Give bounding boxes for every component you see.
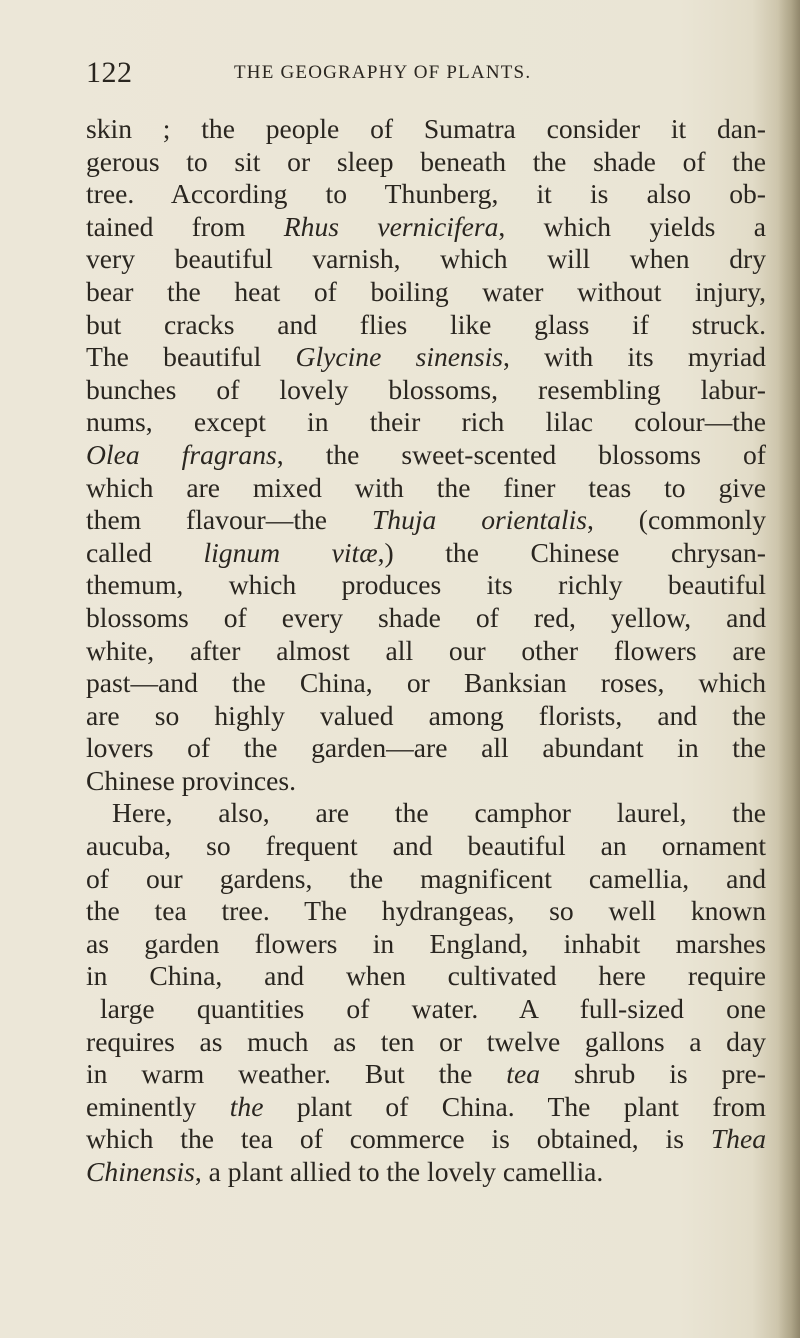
text-run: which are mixed with the finer teas to give: [86, 471, 766, 503]
text-run: plant of China. The plant from: [263, 1090, 767, 1122]
text-run: Here, also, are the camphor laurel, the: [112, 797, 766, 829]
text-run: , a plant allied to the lovely camellia.: [194, 1156, 604, 1187]
text-run: lovers of the garden—are all abundant in the: [86, 732, 766, 764]
italic-text: Olea fragrans: [86, 438, 277, 470]
text-run: them flavour—the: [86, 504, 372, 536]
text-run: white, after almost all our other flowers are: [86, 634, 766, 666]
page-edge-shadow: [778, 0, 800, 1338]
text-run: but cracks and flies like glass if struck.: [86, 308, 766, 340]
text-run: shrub is pre-: [540, 1058, 766, 1090]
text-line: [86, 276, 766, 309]
text-line: [86, 960, 766, 993]
text-line: [86, 211, 766, 244]
text-run: , which yields a: [498, 210, 766, 242]
text-run: aucuba, so frequent and beautiful an ornament: [86, 830, 766, 862]
text-run: , (commonly: [587, 504, 766, 536]
text-run: tained from: [86, 210, 284, 242]
text-run: called: [86, 536, 204, 568]
text-run: in warm weather. But the: [86, 1058, 507, 1090]
text-line: [86, 178, 766, 211]
text-line: [86, 1156, 766, 1189]
text-run: large quantities of water. A full-sized one: [100, 993, 766, 1025]
body-text: [86, 113, 766, 1189]
text-run: skin ; the people of Sumatra consider it dan-: [86, 113, 766, 144]
text-line: [86, 1123, 766, 1156]
text-run: blossoms of every shade of red, yellow, and: [86, 601, 766, 633]
italic-text: Chinensis: [86, 1156, 195, 1187]
text-line: [86, 374, 766, 407]
text-line: [86, 504, 766, 537]
text-line: [86, 341, 766, 374]
text-line: [86, 1026, 766, 1059]
text-line: [86, 732, 766, 765]
text-line: [86, 700, 766, 733]
text-run: ,) the Chinese chrysan-: [377, 536, 766, 568]
running-head: THE GEOGRAPHY OF PLANTS.: [234, 62, 532, 83]
text-line: [86, 765, 766, 798]
text-run: tree. According to Thunberg, it is also ob-: [86, 178, 766, 210]
text-line: [86, 1091, 766, 1124]
text-line: [86, 439, 766, 472]
text-line: [86, 1058, 766, 1091]
italic-text: Glycine sinensis: [295, 341, 503, 373]
text-line: [86, 895, 766, 928]
text-run: themum, which produces its richly beautiful: [86, 569, 766, 601]
text-run: The beautiful: [86, 341, 296, 373]
text-run: bunches of lovely blossoms, resembling labur-: [86, 373, 766, 405]
text-line: [86, 993, 766, 1026]
text-line: [86, 406, 766, 439]
text-run: the tea tree. The hydrangeas, so well known: [86, 895, 766, 927]
text-line: [86, 146, 766, 179]
text-line: [86, 863, 766, 896]
text-line: [86, 113, 766, 146]
italic-text: Thea: [710, 1123, 766, 1155]
text-run: , the sweet-scented blossoms of: [276, 438, 766, 470]
text-line: [86, 537, 766, 570]
text-run: , with its myriad: [502, 341, 766, 373]
italic-text: lignum vitæ: [203, 536, 378, 568]
text-line: [86, 309, 766, 342]
text-run: bear the heat of boiling water without injury,: [86, 275, 766, 307]
text-run: very beautiful varnish, which will when dry: [86, 243, 766, 275]
text-run: eminently: [86, 1090, 230, 1122]
text-line: [86, 635, 766, 668]
text-line: [86, 830, 766, 863]
page-number: 122: [86, 56, 133, 89]
italic-text: Thuja orientalis: [371, 504, 587, 536]
text-run: requires as much as ten or twelve gallons a day: [86, 1025, 766, 1057]
text-run: past—and the China, or Banksian roses, which: [86, 667, 766, 699]
text-line: [86, 602, 766, 635]
text-run: nums, except in their rich lilac colour—the: [86, 406, 766, 438]
text-run: in China, and when cultivated here require: [86, 960, 766, 992]
text-line: [86, 797, 766, 830]
text-run: are so highly valued among florists, and the: [86, 699, 766, 731]
text-line: [86, 667, 766, 700]
text-run: gerous to sit or sleep beneath the shade of the: [86, 145, 766, 177]
page-header: [86, 56, 686, 96]
text-run: which the tea of commerce is obtained, is: [86, 1123, 711, 1155]
italic-text: Rhus vernicifera: [283, 210, 499, 242]
text-run: Chinese provinces.: [86, 764, 296, 796]
italic-text: tea: [506, 1058, 541, 1090]
text-run: as garden flowers in England, inhabit marshes: [86, 927, 766, 959]
text-run: of our gardens, the magnificent camellia, and: [86, 862, 766, 894]
italic-text: the: [229, 1090, 264, 1122]
text-line: [86, 472, 766, 505]
text-line: [86, 928, 766, 961]
text-line: [86, 569, 766, 602]
text-line: [86, 243, 766, 276]
